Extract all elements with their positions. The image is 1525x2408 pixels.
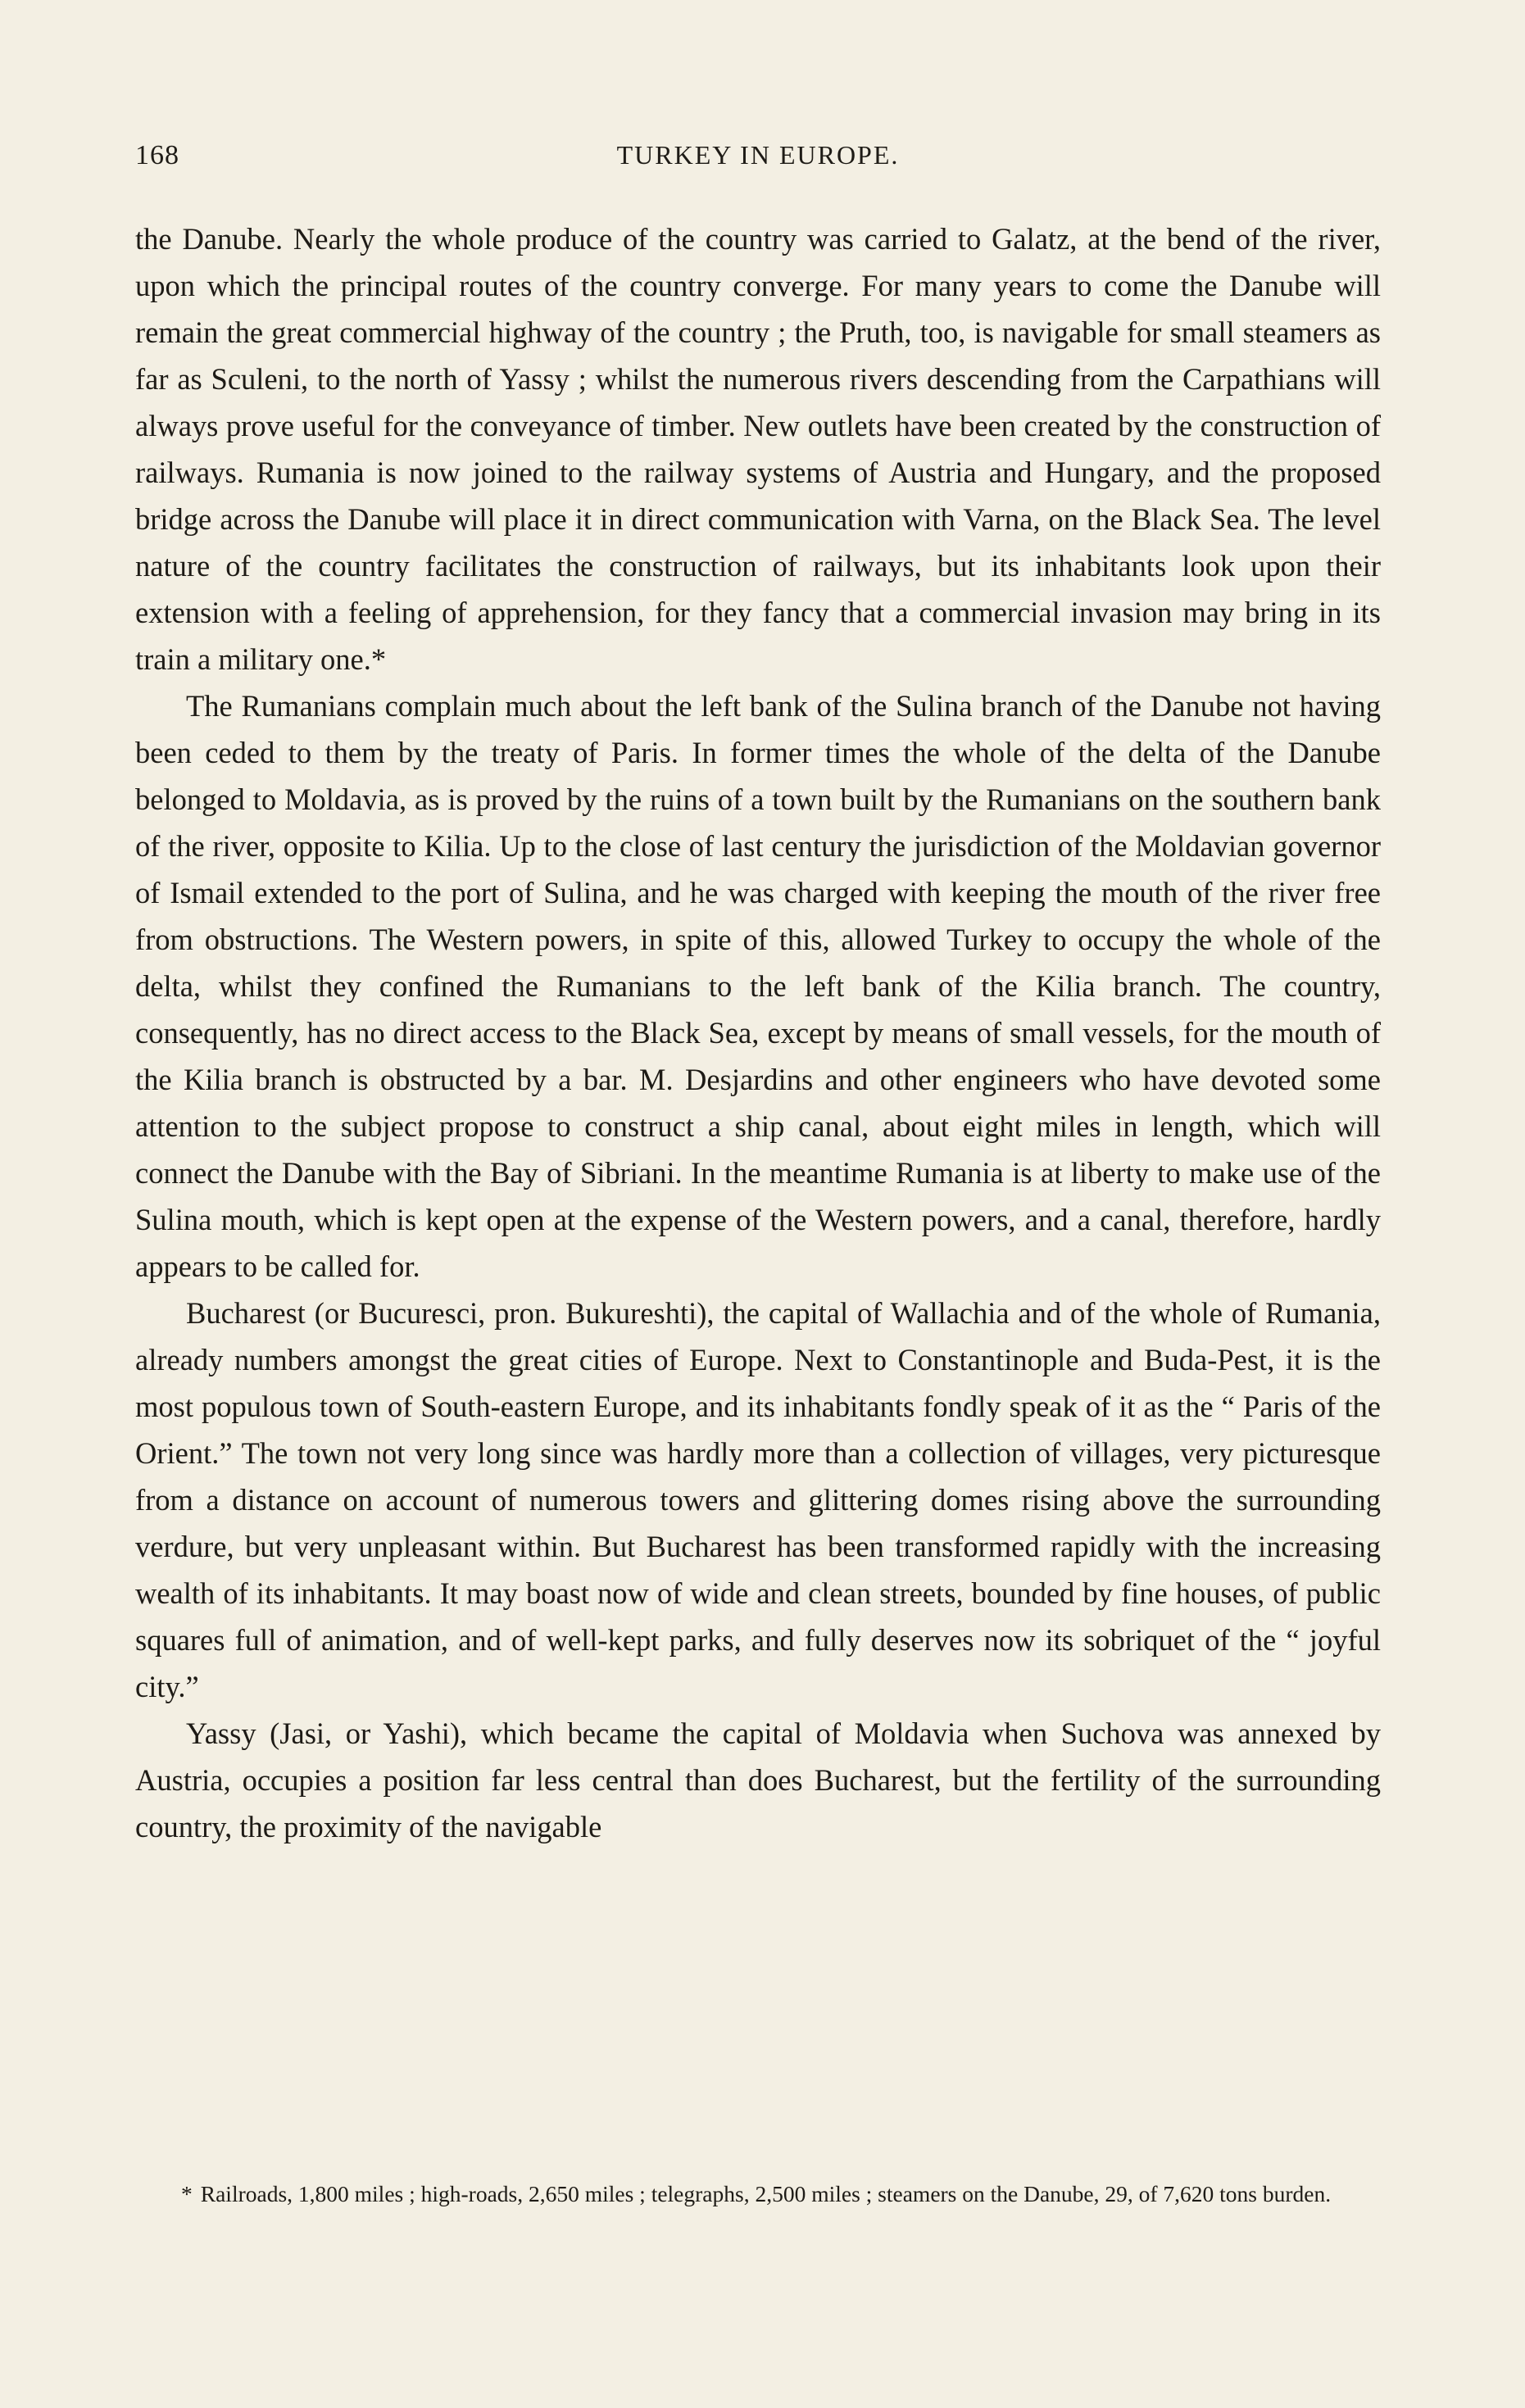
page-number: 168 [135,140,179,170]
body-text [135,215,1381,1850]
page-header [135,135,1381,193]
footnote [135,2179,1381,2209]
paragraph-danube-trade: the Danube. Nearly the whole produce of the country was carried to Galatz, at the bend of the river, upon which the principal routes of the country converge. For many years to come the Danube will remain the great commercial highway of the country ; the Pruth, too, is navigable for small steamers as far as Sculeni, to the north of Yassy ; whilst the numerous rivers descending from the Carpathians will always prove useful for the conveyance of timber. New outlets have been created by the construction of railways. Rumania is now joined to the railway systems of Austria and Hungary, and the proposed bridge across the Danube will place it in direct communication with Varna, on the Black Sea. The level nature of the country facilitates the construction of railways, but its inhabitants look upon their extension with a feeling of apprehension, for they fancy that a commercial invasion may bring in its train a military one.* [135,222,1381,676]
paragraph-yassy: Yassy (Jasi, or Yashi), which became the capital of Moldavia when Suchova was annexed by Austria, occupies a position far less central than does Bucharest, but the fertility of the surrounding country, the proximity of the navigable [135,1716,1381,1843]
book-page [135,135,1381,2265]
paragraph-rumanian-complaints: The Rumanians complain much about the left bank of the Sulina branch of the Danube not having been ceded to them by the treaty of Paris. In former times the whole of the delta of the Danube belonged to Moldavia, as is proved by the ruins of a town built by the Rumanians on the southern bank of the river, opposite to Kilia. Up to the close of last century the jurisdiction of the Moldavian governor of Ismail extended to the port of Sulina, and he was charged with keeping the mouth of the river free from obstructions. The Western powers, in spite of this, allowed Turkey to occupy the whole of the delta, whilst they confined the Rumanians to the left bank of the Kilia branch. The country, consequently, has no direct access to the Black Sea, except by means of small vessels, for the mouth of the Kilia branch is obstructed by a bar. M. Desjardins and other engineers who have devoted some attention to the subject propose to construct a ship canal, about eight miles in length, which will connect the Danube with the Bay of Sibriani. In the meantime Rumania is at liberty to make use of the Sulina mouth, which is kept open at the expense of the Western powers, and a canal, therefore, hardly appears to be called for. [135,689,1381,1283]
paragraph-bucharest: Bucharest (or Bucuresci, pron. Bukureshti), the capital of Wallachia and of the whole of Rumania, already numbers amongst the great cities of Europe. Next to Constantinople and Buda-Pest, it is the most populous town of South-eastern Europe, and its inhabitants fondly speak of it as the “ Paris of the Orient.” The town not very long since was hardly more than a collection of villages, very picturesque from a distance on account of numerous towers and glittering domes rising above the surrounding verdure, but very unpleasant within. But Bucharest has been transformed rapidly with the increasing wealth of its inhabitants. It may boast now of wide and clean streets, bounded by fine houses, of public squares full of animation, and of well-kept parks, and fully deserves now its sobriquet of the “ joyful city.” [135,1296,1381,1703]
footnote-text: Railroads, 1,800 miles ; high-roads, 2,650 miles ; telegraphs, 2,500 miles ; steamers on the Danube, 29, of 7,620 tons burden. [200,2181,1332,2206]
footnote-marker: * [181,2181,193,2206]
running-title: TURKEY IN EUROPE. [616,140,900,170]
